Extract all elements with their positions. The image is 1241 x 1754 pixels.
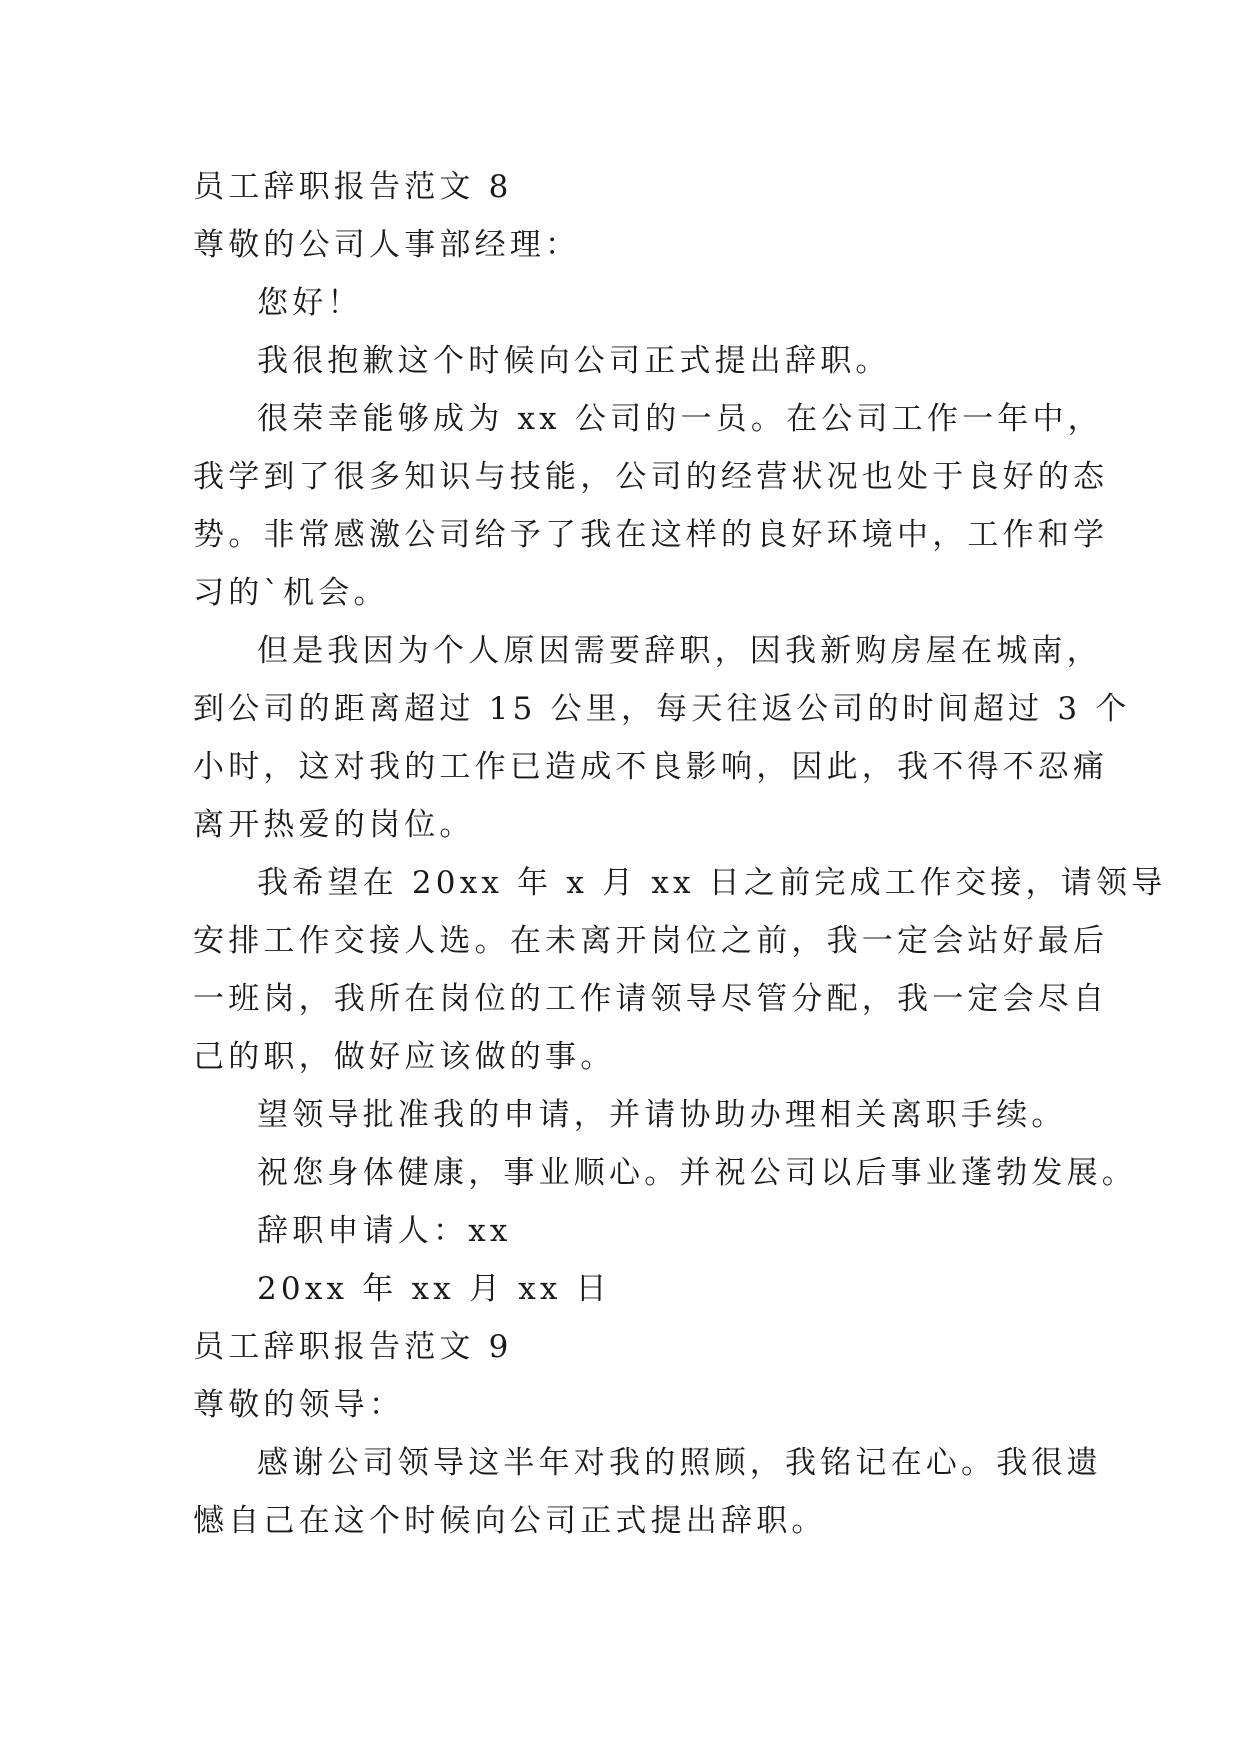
signature-applicant: 辞职申请人：xx: [257, 1213, 512, 1249]
greeting: 您好！: [257, 285, 363, 321]
salutation: 尊敬的公司人事部经理：: [193, 227, 581, 263]
paragraph-line: 我希望在 20xx 年 x 月 xx 日之前完成工作交接，请领导: [257, 865, 1167, 901]
paragraph-line: 小时，这对我的工作已造成不良影响，因此，我不得不忍痛: [193, 749, 1109, 785]
paragraph-line: 一班岗，我所在岗位的工作请领导尽管分配，我一定会尽自: [193, 981, 1109, 1017]
paragraph-line: 到公司的距离超过 15 公里，每天往返公司的时间超过 3 个: [193, 691, 1131, 727]
paragraph-line: 我很抱歉这个时候向公司正式提出辞职。: [257, 343, 891, 379]
paragraph-line: 势。非常感激公司给予了我在这样的良好环境中，工作和学: [193, 517, 1109, 553]
section-title-8: 员工辞职报告范文 8: [193, 169, 513, 205]
paragraph-line: 安排工作交接人选。在未离开岗位之前，我一定会站好最后: [193, 923, 1109, 959]
paragraph-line: 离开热爱的岗位。: [193, 807, 475, 843]
paragraph-line: 但是我因为个人原因需要辞职，因我新购房屋在城南，: [257, 633, 1102, 669]
paragraph-line: 感谢公司领导这半年对我的照顾，我铭记在心。我很遗: [257, 1445, 1102, 1481]
salutation: 尊敬的领导：: [193, 1387, 405, 1423]
paragraph-line: 我学到了很多知识与技能，公司的经营状况也处于良好的态: [193, 459, 1109, 495]
closing-wish: 祝您身体健康，事业顺心。并祝公司以后事业蓬勃发展。: [257, 1155, 1137, 1191]
paragraph-line: 习的`机会。: [193, 575, 389, 611]
paragraph-line: 望领导批准我的申请，并请协助办理相关离职手续。: [257, 1097, 1067, 1133]
paragraph-line: 己的职，做好应该做的事。: [193, 1039, 616, 1075]
signature-date: 20xx 年 xx 月 xx 日: [257, 1271, 611, 1307]
paragraph-line: 很荣幸能够成为 xx 公司的一员。在公司工作一年中，: [257, 401, 1103, 437]
paragraph-line: 憾自己在这个时候向公司正式提出辞职。: [193, 1503, 827, 1539]
document-body: [193, 158, 1167, 1550]
section-title-9: 员工辞职报告范文 9: [193, 1329, 513, 1365]
